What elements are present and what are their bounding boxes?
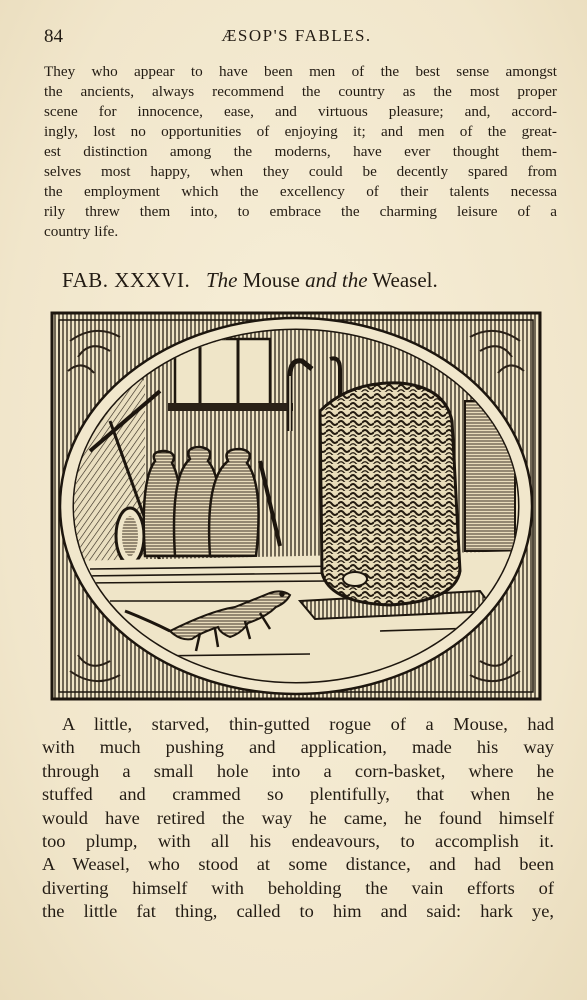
fable-title-mouse: Mouse <box>242 268 300 292</box>
story-line: stuffed and crammed so plentifully, that when he <box>42 784 554 805</box>
story-line: would have retired the way he came, he found himself <box>42 807 554 828</box>
story-line: too plump, with all his endeavours, to accomplish it. <box>42 831 554 852</box>
story-line: with much pushing and application, made his way <box>42 737 554 758</box>
fable-number: FAB. XXXVI. <box>62 268 191 292</box>
fable-title-the: The <box>205 268 238 292</box>
mouse <box>343 572 367 586</box>
intro-line: ingly, lost no opportunities of enjoying it; and men of the great- <box>44 123 557 140</box>
intro-line: scene for innocence, ease, and virtuous pleasure; and, accord- <box>44 103 557 120</box>
intro-line: They who appear to have been men of the best sense amongst <box>44 63 557 80</box>
woodcut-illustration <box>50 311 542 701</box>
fable-story <box>42 713 554 924</box>
fable-title-weasel: Weasel. <box>372 268 438 292</box>
story-line: A Weasel, who stood at some distance, and had been <box>42 854 554 875</box>
grain-sacks <box>144 447 259 556</box>
story-line: A little, starved, thin-gutted rogue of a Mouse, had <box>62 714 554 734</box>
fable-heading <box>62 268 532 293</box>
story-line: through a small hole into a corn-basket, where he <box>42 760 554 781</box>
intro-line: the ancients, always recommend the country as the most proper <box>44 83 557 100</box>
corn-basket <box>320 383 460 605</box>
story-line: diverting himself with beholding the vain efforts of <box>42 877 554 898</box>
intro-line: est distinction among the moderns, have ever thought them- <box>44 143 557 160</box>
running-title: ÆSOP'S FABLES. <box>221 26 372 45</box>
intro-line: rily threw them into, to embrace the charming leisure of a <box>44 203 557 220</box>
fable-title-and-the: and the <box>305 268 368 292</box>
page-number: 84 <box>44 26 63 47</box>
running-head <box>44 26 549 48</box>
intro-paragraph <box>44 62 557 242</box>
intro-line: the employment which the excellency of their talents necessa <box>44 183 557 200</box>
story-line: the little fat thing, called to him and said: hark ye, <box>42 901 554 922</box>
intro-line: country life. <box>44 223 119 240</box>
intro-line: selves most happy, when they could be decently spared from <box>44 163 557 180</box>
